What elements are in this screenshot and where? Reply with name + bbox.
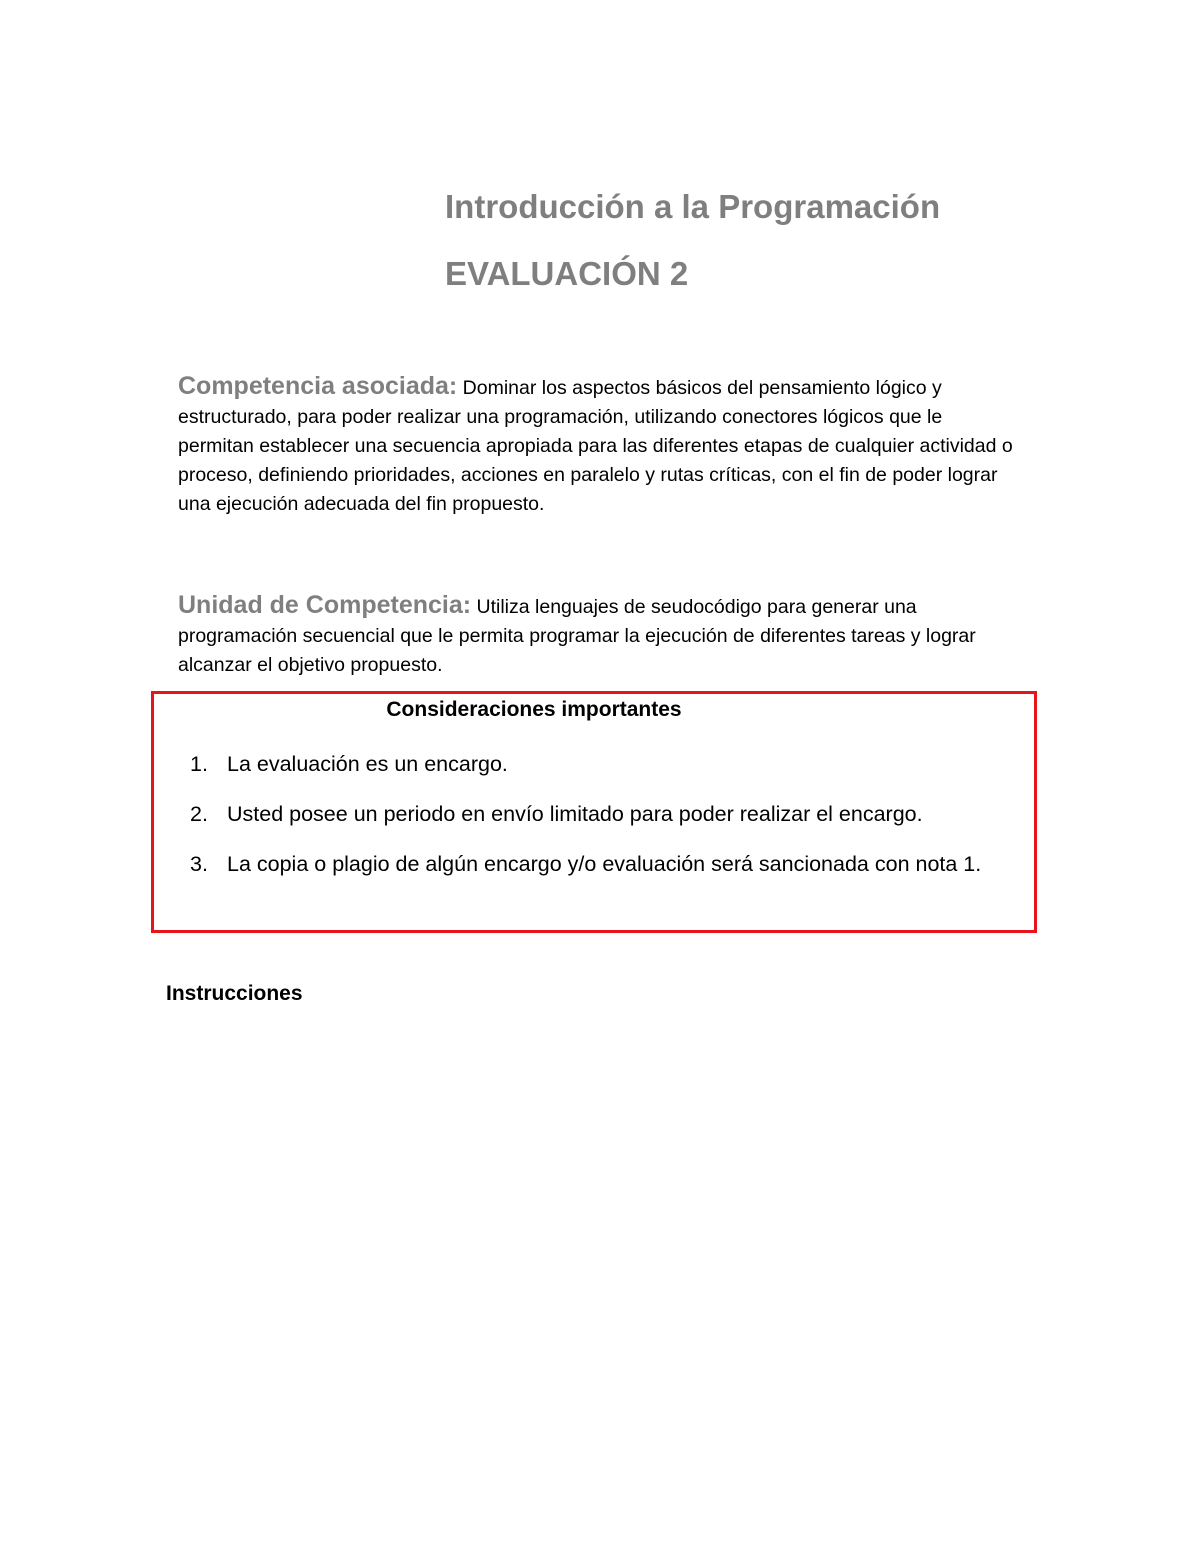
list-item (190, 848, 1030, 880)
unidad-label: Unidad de Competencia: (178, 591, 472, 619)
list-item (190, 798, 1030, 830)
list-item-number: 2. (190, 802, 208, 826)
competencia-text: Dominar los aspectos básicos del pensamiento lógico y estructurado, para poder realizar una programación, utilizando conectores lógicos que le permitan establecer una secuencia apropiada para las diferentes etapas de cualquier actividad o proceso, definiendo prioridades, acciones en paralelo y rutas críticas, con el fin de poder lograr una ejecución adecuada del fin propuesto. (178, 377, 1013, 515)
consideraciones-list (190, 748, 1030, 898)
unidad-paragraph (178, 591, 1018, 680)
list-item-text: La evaluación es un encargo. (227, 752, 508, 776)
list-item-number: 3. (190, 852, 208, 876)
list-item-number: 1. (190, 752, 208, 776)
document-subtitle: EVALUACIÓN 2 (445, 255, 689, 292)
list-item-text: Usted posee un periodo en envío limitado para poder realizar el encargo. (227, 802, 923, 826)
list-item-text: La copia o plagio de algún encargo y/o evaluación será sancionada con nota 1. (227, 852, 982, 876)
unidad-text: Utiliza lenguajes de seudocódigo para generar una programación secuencial que le permita programar la ejecución de diferentes tareas y lograr alcanzar el objetivo propuesto. (178, 596, 976, 676)
consideraciones-box (151, 691, 1037, 933)
competencia-label: Competencia asociada: (178, 372, 458, 400)
competencia-paragraph (178, 372, 1018, 519)
list-item (190, 748, 1030, 780)
instrucciones-heading: Instrucciones (166, 982, 303, 1005)
consideraciones-title: Consideraciones importantes (386, 698, 682, 721)
document-title: Introducción a la Programación (445, 188, 941, 225)
